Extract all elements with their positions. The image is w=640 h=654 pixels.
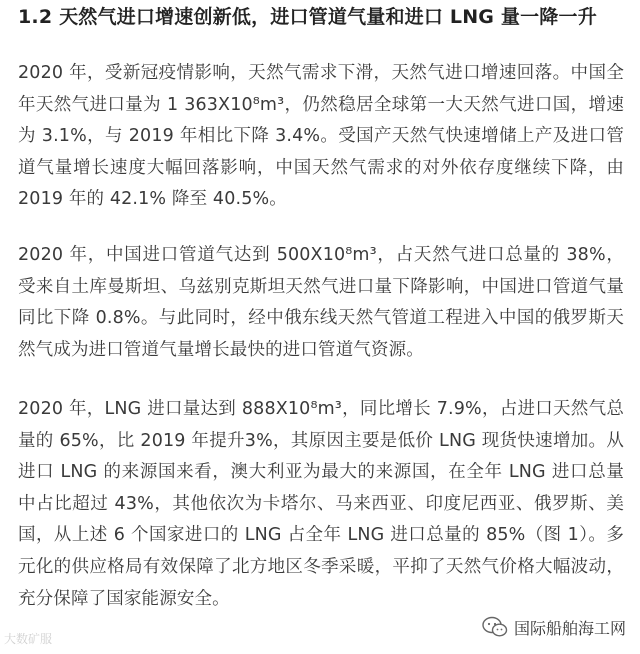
paragraph-import-overview: 2020 年，受新冠疫情影响，天然气需求下滑，天然气进口增速回落。中国全年天然气进口量为 1 363X10⁸m³，仍然稳居全球第一大天然气进口国，增速为 3.1%，与 2019 年相比下降 3.4%。受国产天然气快速增储上产及进口管道气量增长速度大幅回落影响，中国天然气需求的对外依存度继续下降，由 2019 年的 42.1% 降至 40.5%。 — [18, 63, 624, 210]
section-heading: 1.2 天然气进口增速创新低，进口管道气量和进口 LNG 量一降一升 — [18, 6, 597, 28]
source-watermark: 大数矿服 — [4, 632, 53, 646]
account-name: 国际船舶海工网 — [513, 618, 626, 638]
wechat-icon — [482, 616, 508, 638]
paragraph-pipeline-gas: 2020 年，中国进口管道气达到 500X10⁸m³，占天然气进口总量的 38%，受来自土库曼斯坦、乌兹别克斯坦天然气进口量下降影响，中国进口管道气量同比下降 0.8%。与此同时，经中俄东线天然气管道工程进入中国的俄罗斯天然气成为进口管道气量增长最快的进口管道气资源。 — [18, 245, 624, 360]
account-watermark — [482, 615, 626, 639]
paragraph-lng-imports: 2020 年，LNG 进口量达到 888X10⁸m³，同比增长 7.9%，占进口天然气总量的 65%，比 2019 年提升3%，其原因主要是低价 LNG 现货快速增加。从进口 LNG 的来源国来看，澳大利亚为最大的来源国，在全年 LNG 进口总量中占比超过 43%，其他依次为卡塔尔、马来西亚、印度尼西亚、俄罗斯、美国，从上述 6 个国家进口的 LNG 占全年 LNG 进口总量的 85%（图 1）。多元化的供应格局有效保障了北方地区冬季采暖，平抑了天然气价格大幅波动，充分保障了国家能源安全。 — [18, 399, 624, 609]
